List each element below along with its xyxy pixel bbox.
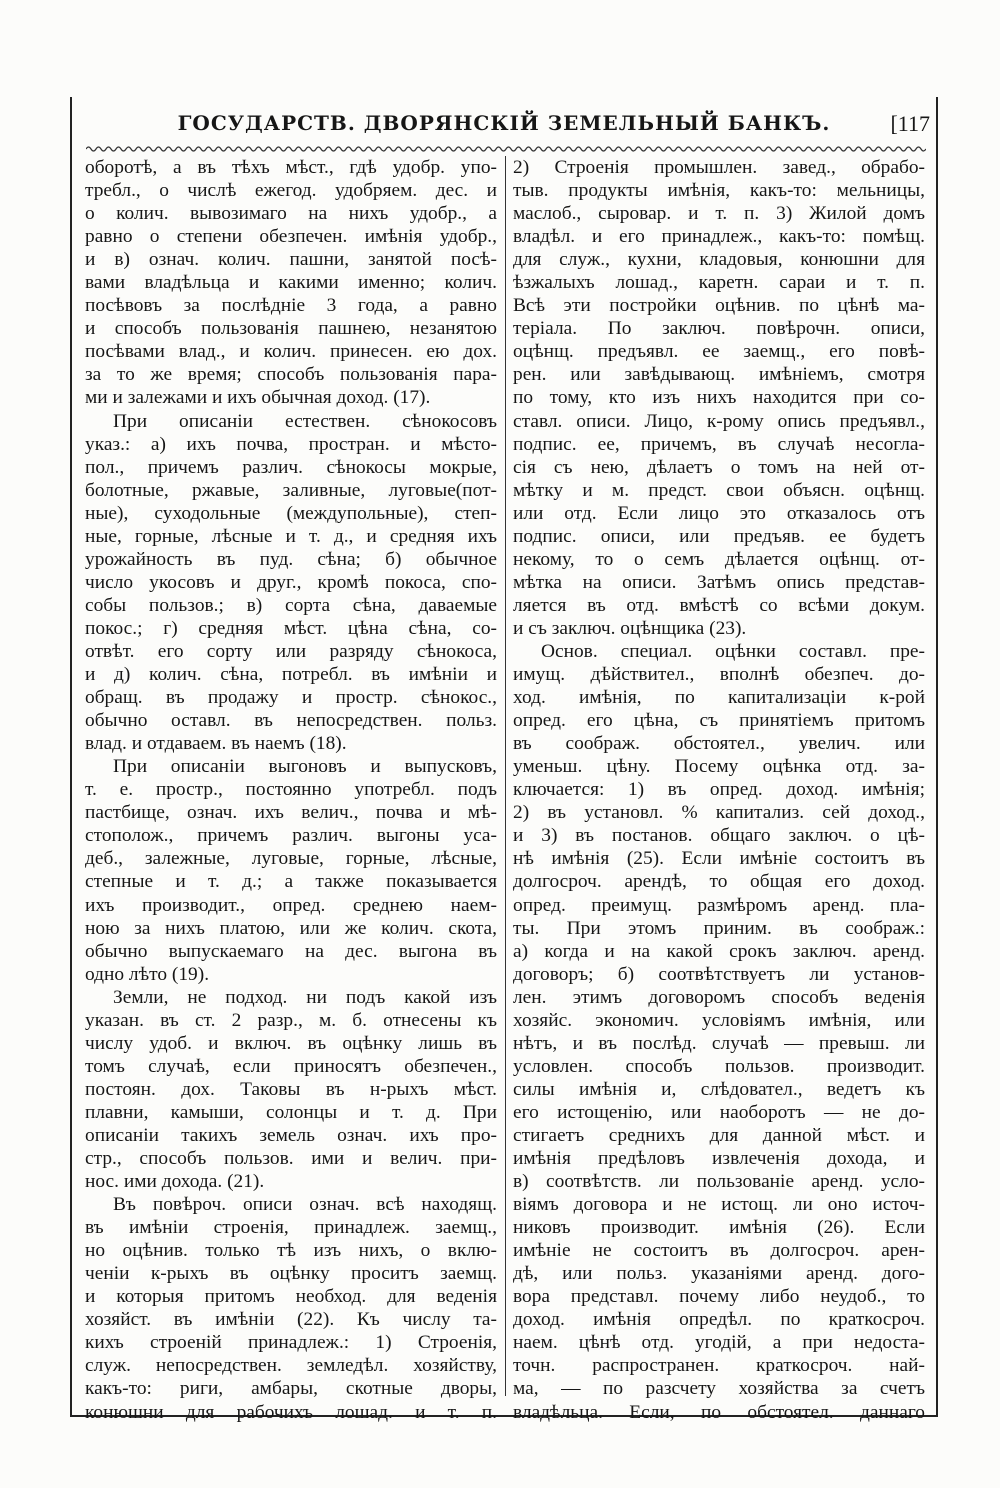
- text-line: Въ повѣроч. описи означ. всѣ находящ.: [113, 1194, 497, 1216]
- text-line: ход. имѣнія, по капитализаціи к-рой: [513, 687, 925, 709]
- text-line: но оцѣнив. только тѣ изъ нихъ, о вклю-: [85, 1240, 497, 1262]
- text-line: а) когда и на какой срокъ заключ. аренд.: [513, 940, 925, 962]
- text-line: дѣ, или польз. указаніями аренд. дого-: [513, 1263, 925, 1285]
- running-title: ГОСУДАРСТВ. ДВОРЯНСКІЙ ЗЕМЕЛЬНЫЙ БАНКЪ.: [177, 111, 831, 135]
- text-line: подпис. описи, или предъяв. ее будетъ: [513, 525, 925, 547]
- text-line: точн. распространен. краткосроч. най-: [513, 1355, 925, 1377]
- text-line: віямъ договора и не истощ. ли оно источ-: [513, 1194, 925, 1216]
- text-line: влад. и отдаваем. въ наемъ (18).: [85, 733, 347, 755]
- text-line: отвѣт. его сорту или разряду сѣнокоса,: [85, 640, 497, 662]
- text-line: рен. или завѣдывающ. имѣніемъ, смотря: [513, 364, 925, 386]
- text-line: ною за нихъ платою, или же колич. скота,: [85, 917, 497, 939]
- text-line: деб., залежные, луговые, горные, лѣсные,: [85, 848, 497, 870]
- text-line: мѣтку и м. предст. свои объясн. оцѣнщ.: [513, 479, 925, 501]
- text-line: Всѣ эти постройки оцѣнив. по цѣнѣ ма-: [513, 295, 925, 317]
- text-line: вами владѣльца и какими именно; колич.: [85, 272, 497, 294]
- text-line: или отд. Если лицо это отказалось отъ: [513, 502, 925, 524]
- text-line: уменьш. цѣну. Посему оцѣнка отд. за-: [513, 756, 925, 778]
- text-line: При описаніи естествен. сѣнокосовъ: [113, 410, 497, 432]
- text-line: покос.; г) средняя мѣст. цѣна сѣна, со-: [85, 617, 497, 639]
- text-line: и способъ пользованія пашнею, незанятою: [85, 318, 497, 340]
- text-line: пастбище, означ. ихъ велич., почва и мѣ-: [85, 802, 497, 824]
- text-line: Земли, не подход. ни подъ какой изъ: [113, 986, 497, 1008]
- text-line: его истощенію, или наоборотъ — не до-: [513, 1101, 925, 1123]
- text-line: хозяйс. экономич. условіямъ имѣнія, или: [513, 1009, 925, 1031]
- page-number: [117: [890, 111, 930, 136]
- text-line: лен. этимъ договоромъ способъ веденія: [513, 986, 925, 1008]
- text-line: пол., причемъ различ. сѣнокосы мокрые,: [85, 456, 497, 478]
- text-line: указ.: а) ихъ почва, простран. и мѣсто-: [85, 433, 497, 455]
- text-line: одно лѣто (19).: [85, 963, 210, 985]
- text-line: по тому, кто изъ нихъ находится при со-: [513, 387, 925, 409]
- text-line: опред. преимущ. размѣромъ аренд. пла-: [513, 894, 925, 916]
- text-line: оборотѣ, а въ тѣхъ мѣст., гдѣ удобр. упо-: [85, 157, 497, 178]
- text-line: обычно выпускаемаго на дес. выгона въ: [85, 940, 497, 962]
- text-line: и в) означ. колич. пашни, занятой посѣ-: [85, 249, 497, 271]
- text-line: и д) колич. сѣна, потребл. въ имѣніи и: [85, 664, 497, 686]
- text-line: кихъ строеній принадлеж.: 1) Строенія,: [85, 1332, 497, 1354]
- text-line: никовъ производит. имѣнія (26). Если: [513, 1217, 925, 1239]
- text-line: ченіи к-рыхъ въ оцѣнку проситъ заемщ.: [85, 1263, 497, 1285]
- text-line: нѣтъ, и въ послѣд. случаѣ — превыш. ли: [513, 1032, 925, 1054]
- text-line: болотные, ржавые, заливные, луговые(пот-: [85, 479, 497, 501]
- text-line: урожайность въ пуд. сѣна; б) обычное: [85, 548, 497, 570]
- text-line: ма, — по разсчету хозяйства за счетъ: [513, 1378, 925, 1400]
- text-line: какъ-то: риги, амбары, скотные дворы,: [85, 1378, 497, 1400]
- text-line: договоръ; б) соотвѣтствуетъ ли установ-: [513, 963, 925, 985]
- text-line: мѣтка на описи. Затѣмъ опись представ-: [513, 571, 925, 593]
- text-line: ихъ производит., опред. среднею наем-: [85, 894, 497, 916]
- text-line: подпис. ее, причемъ, въ случаѣ несогла-: [513, 433, 925, 455]
- text-line: ные), суходольные (междупольные), степ-: [85, 502, 497, 524]
- running-head: [72, 107, 936, 143]
- text-line: долгосроч. арендѣ, то общая его доход.: [513, 871, 925, 893]
- text-line: ставл. описи. Лицо, к-рому опись предъявл.,: [513, 410, 925, 432]
- text-line: плавни, камыши, солонцы и т. д. При: [85, 1101, 497, 1123]
- text-line: вора представл. почему либо неудоб., то: [513, 1286, 925, 1308]
- text-line: томъ случаѣ, если приносятъ обезпечен.,: [85, 1055, 497, 1077]
- text-line: Основ. специал. оцѣнки составл. пре-: [541, 640, 925, 662]
- text-line: ѣзжалыхъ лошад., каретн. сараи и т. п.: [513, 272, 925, 294]
- text-line: и 3) въ постанов. общаго заключ. о цѣ-: [513, 825, 925, 847]
- text-line: требл., о числѣ ежегод. удобряем. дес. и: [85, 180, 497, 202]
- text-line: имѣнія предѣловъ извлеченія дохода, и: [513, 1148, 925, 1170]
- text-line: При описаніи выгоновъ и выпусковъ,: [113, 756, 497, 778]
- text-line: имущ. дѣйствител., вполнѣ обезпеч. до-: [513, 664, 925, 686]
- text-line: о колич. вывозимаго на нихъ удобр., а: [85, 203, 497, 225]
- text-line: сія съ нею, дѣлаетъ о томъ на ней от-: [513, 456, 925, 478]
- text-line: доход. имѣнія опредѣл. по краткосроч.: [513, 1309, 925, 1331]
- text-line: за то же время; способъ пользованія пара-: [85, 364, 497, 386]
- text-line: собы пользов.; в) сорта сѣна, даваемые: [85, 594, 497, 616]
- text-line: описаніи такихъ земель означ. ихъ про-: [85, 1124, 497, 1146]
- text-line: степные и т. д.; а также показывается: [85, 871, 497, 893]
- text-line: некому, то о семъ дѣлается оцѣнщ. от-: [513, 548, 925, 570]
- text-line: 2) въ установл. % капитализ. сей доход.,: [513, 802, 925, 824]
- text-line: въ соображ. обстоятел., увелич. или: [513, 733, 925, 755]
- text-line: и съ заключ. оцѣнщика (23).: [513, 617, 747, 639]
- text-line: владѣльца. Если, по обстоятел. даннаго: [513, 1401, 925, 1423]
- text-line: в) соотвѣтств. ли пользованіе аренд. усло-: [513, 1171, 925, 1193]
- text-line: числу удоб. и включ. въ оцѣнку лишь въ: [85, 1032, 497, 1054]
- wavy-rule: [86, 144, 926, 154]
- text-line: силы имѣнія и, слѣдовател., ведетъ къ: [513, 1078, 925, 1100]
- text-line: 2) Строенія промышлен. завед., обрабо-: [513, 157, 925, 178]
- text-line: стр., способъ пользов. ими и велич. при-: [85, 1148, 497, 1170]
- right-column: [513, 156, 925, 1424]
- text-line: теріала. По заключ. повѣрочн. описи,: [513, 318, 925, 340]
- text-line: постоян. дох. Таковы въ н-рыхъ мѣст.: [85, 1078, 497, 1100]
- text-line: наем. цѣнѣ отд. угодій, а при недоста-: [513, 1332, 925, 1354]
- text-line: оцѣнщ. предъявл. ее заемщ., его повѣ-: [513, 341, 925, 363]
- text-line: нѣ имѣнія (25). Если имѣніе состоитъ въ: [513, 848, 925, 870]
- text-line: посѣвовъ за послѣдніе 3 года, а равно: [85, 295, 497, 317]
- text-line: нос. ими дохода. (21).: [85, 1171, 265, 1193]
- text-line: т. е. простр., постоянно употребл. подъ: [85, 779, 497, 801]
- left-column: [85, 156, 497, 1424]
- text-line: маслоб., сыровар. и т. п. 3) Жилой домъ: [513, 203, 925, 225]
- text-line: имѣніе не состоитъ въ долгосроч. арен-: [513, 1240, 925, 1262]
- text-line: тыв. продукты имѣнія, какъ-то: мельницы,: [513, 180, 925, 202]
- text-line: стополож., причемъ различ. выгоны уса-: [85, 825, 497, 847]
- text-line: условлен. способъ пользов. производит.: [513, 1055, 925, 1077]
- text-line: конюшни для рабочихъ лошад. и т. п.: [85, 1401, 497, 1423]
- text-line: обращ. въ продажу и простр. сѣнокос.,: [85, 687, 497, 709]
- text-line: для служ., кухни, кладовыя, конюшни для: [513, 249, 925, 271]
- text-line: хозяйст. въ имѣніи (22). Къ числу та-: [85, 1309, 497, 1331]
- text-line: ты. При этомъ приним. въ соображ.:: [513, 917, 925, 939]
- text-line: посѣвами влад., и колич. принесен. ею дох.: [85, 341, 497, 363]
- text-line: опред. его цѣна, съ принятіемъ притомъ: [513, 710, 925, 732]
- text-line: ляется въ отд. вмѣстѣ со всѣми докум.: [513, 594, 925, 616]
- text-line: ключается: 1) въ опред. доход. имѣнія;: [513, 779, 925, 801]
- column-divider: [505, 156, 506, 1396]
- text-line: въ имѣніи строенія, принадлеж. заемщ.,: [85, 1217, 497, 1239]
- text-line: ми и залежами и ихъ обычная доход. (17).: [85, 387, 431, 409]
- text-line: обычно оставл. въ непосредствен. польз.: [85, 710, 497, 732]
- text-line: указан. въ ст. 2 разр., м. б. отнесены къ: [85, 1009, 497, 1031]
- text-line: равно о степени обезпечен. имѣнія удобр.,: [85, 226, 497, 248]
- text-line: число укосовъ и друг., кромѣ покоса, спо-: [85, 571, 497, 593]
- text-line: стигаетъ среднихъ для данной мѣст. и: [513, 1124, 925, 1146]
- text-line: владѣл. и его принадлеж., какъ-то: помѣщ.: [513, 226, 925, 248]
- text-line: служ. непосредствен. земледѣл. хозяйству,: [85, 1355, 497, 1377]
- text-line: и которыя притомъ необход. для веденія: [85, 1286, 497, 1308]
- text-line: ные, горные, лѣсные и т. д., и средняя ихъ: [85, 525, 497, 547]
